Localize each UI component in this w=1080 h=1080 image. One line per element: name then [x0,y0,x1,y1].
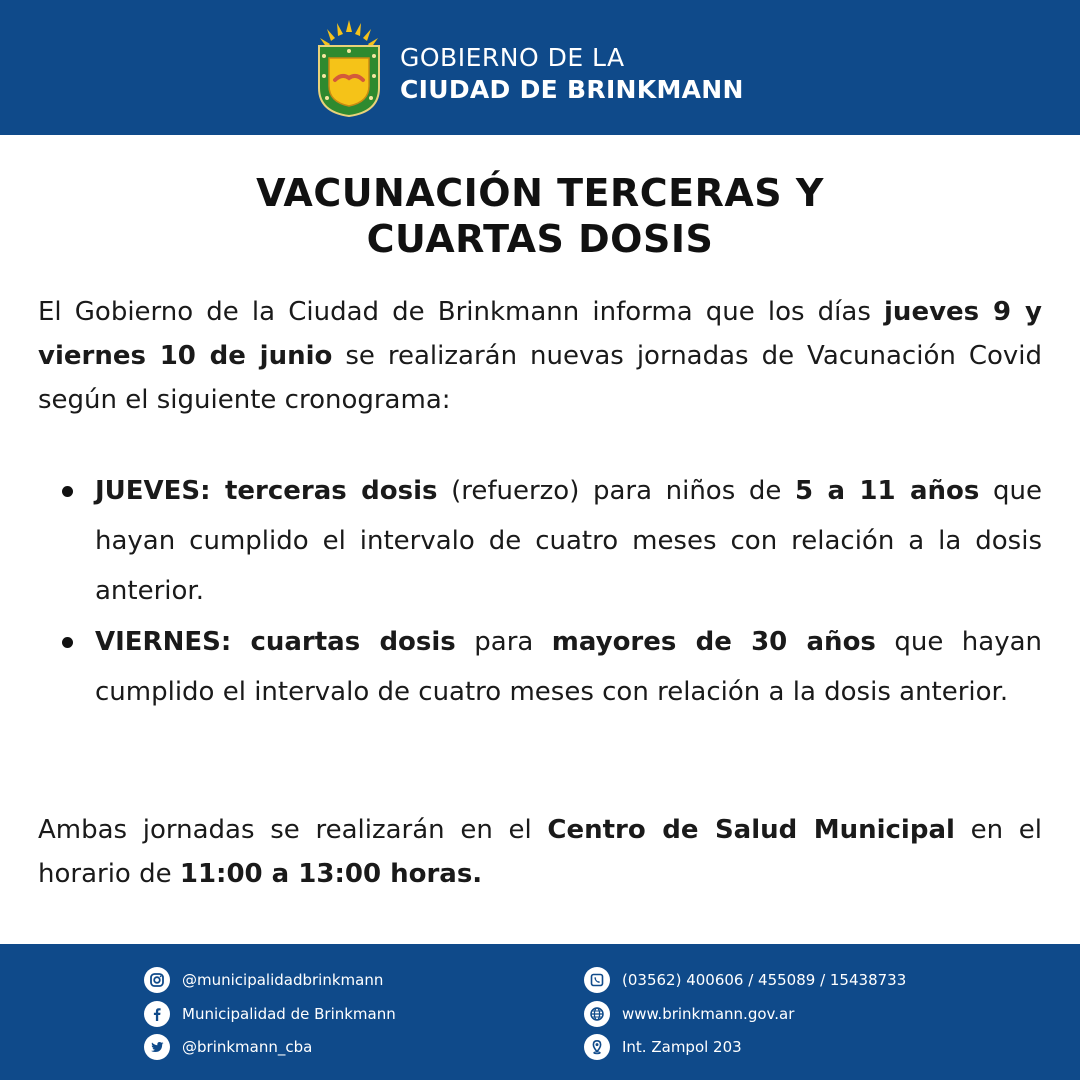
instagram-handle: @municipalidadbrinkmann [182,971,384,989]
instagram-contact[interactable] [144,967,383,993]
header-title [400,42,744,106]
header-title-line1: GOBIERNO DE LA [400,43,625,72]
twitter-handle: @brinkmann_cba [182,1038,313,1056]
closing-text-2: en el horario de [38,815,1042,889]
page-title-line1: VACUNACIÓN TERCERAS Y [256,171,824,215]
schedule-age-range: mayores de 30 años [551,627,876,657]
header-banner [0,0,1080,135]
schedule-day-label: JUEVES: terceras dosis [95,476,438,506]
intro-text-1: El Gobierno de la Ciudad de Brinkmann informa que los días [38,297,885,327]
instagram-icon [144,967,170,993]
location-pin-icon [584,1034,610,1060]
schedule-age-range: 5 a 11 años [794,476,980,506]
facebook-page: Municipalidad de Brinkmann [182,1005,396,1023]
phone-contact[interactable] [584,967,906,993]
coat-of-arms-logo [315,18,383,118]
footer-banner [0,944,1080,1080]
page-title-line2: CUARTAS DOSIS [366,217,714,261]
bullet-dot-icon [62,637,73,648]
address-contact[interactable] [584,1034,742,1060]
street-address: Int. Zampol 203 [622,1038,742,1056]
phone-icon [584,967,610,993]
closing-paragraph [38,808,1042,896]
schedule-text: (refuerzo) para niños de [437,476,795,506]
schedule-text: para [455,627,552,657]
closing-text-1: Ambas jornadas se realizarán en el [38,815,548,845]
facebook-contact[interactable] [144,1001,396,1027]
bullet-dot-icon [62,486,73,497]
schedule-list [38,466,1042,717]
closing-hours: 11:00 a 13:00 horas. [179,859,483,889]
facebook-icon [144,1001,170,1027]
globe-icon [584,1001,610,1027]
web-contact[interactable] [584,1001,794,1027]
schedule-day-label: VIERNES: cuartas dosis [95,627,456,657]
header-title-line2: CIUDAD DE BRINKMANN [400,75,744,104]
schedule-text: que hayan cumplido el intervalo de cuatro meses con relación a la dosis anterior. [95,627,1043,707]
twitter-icon [144,1034,170,1060]
schedule-item-jueves [38,466,1042,616]
schedule-item-viernes [38,617,1042,717]
intro-text-2: se realizarán nuevas jornadas de Vacunación Covid según el siguiente cronograma: [38,341,1042,415]
closing-location: Centro de Salud Municipal [547,815,955,845]
intro-dates: jueves 9 y viernes 10 de junio [38,297,1042,371]
phone-numbers: (03562) 400606 / 455089 / 15438733 [622,971,907,989]
website-url: www.brinkmann.gov.ar [622,1005,795,1023]
page-title [0,170,1080,262]
intro-paragraph [38,290,1042,422]
schedule-text: que hayan cumplido el intervalo de cuatro meses con relación a la dosis anterior. [95,476,1042,606]
twitter-contact[interactable] [144,1034,312,1060]
